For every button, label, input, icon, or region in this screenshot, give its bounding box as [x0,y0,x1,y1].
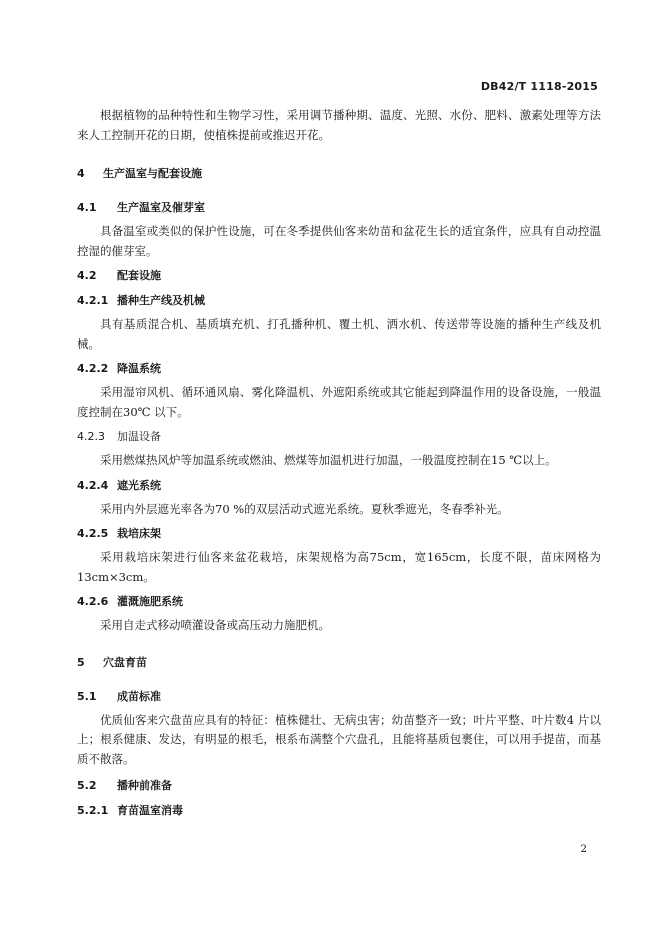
paragraph-4-1: 具备温室或类似的保护性设施，可在冬季提供仙客来幼苗和盆花生长的适宜条件，应具有自动控温控湿的催芽室。 [77,224,601,258]
section-number: 4 [77,167,85,180]
section-heading-5-2 [77,777,601,795]
section-title: 加温设备 [117,430,161,443]
section-number: 4.2.3 [77,430,105,443]
paragraph-intro: 根据植物的品种特性和生物学习性，采用调节播种期、温度、光照、水份、肥料、激素处理等方法来人工控制开花的日期，使植株提前或推迟开花。 [77,108,601,142]
section-heading-4-2-5 [77,525,601,543]
paragraph-4-2-1: 具有基质混合机、基质填充机、打孔播种机、覆土机、洒水机、传送带等设施的播种生产线及机械。 [77,317,601,351]
section-number: 4.2.2 [77,362,109,375]
section-heading-4-2-3 [77,428,601,446]
paragraph-4-2-5: 采用栽培床架进行仙客来盆花栽培，床架规格为高75cm，宽165cm，长度不限，苗床网格为13cm×3cm。 [77,550,601,584]
paragraph-4-2-3: 采用燃煤热风炉等加温系统或燃油、燃煤等加温机进行加温，一般温度控制在15 ℃以上。 [100,453,557,467]
section-title: 成苗标准 [117,689,161,703]
paragraph-5-1: 优质仙客来穴盘苗应具有的特征：植株健壮、无病虫害；幼苗整齐一致；叶片平整、叶片数4 片以上；根系健康、发达，有明显的根毛，根系布满整个穴盘孔，且能将基质包裹住，可以用手提苗，而基质不散落。 [77,712,601,766]
page-number: 2 [580,843,587,855]
section-heading-5-1 [77,688,601,706]
section-number: 5.2 [77,779,97,792]
section-heading-5-2-1 [77,802,601,820]
section-title: 生产温室及催芽室 [117,201,205,214]
section-heading-4-2 [77,267,601,285]
section-number: 4.2.6 [77,595,109,608]
paragraph-4-2-4: 采用内外层遮光率各为70 %的双层活动式遮光系统。夏秋季遮光，冬春季补光。 [100,501,509,516]
section-number: 4.2 [77,269,97,282]
section-heading-5 [77,654,601,672]
section-number: 4.2.4 [77,478,109,492]
section-number: 5.1 [77,689,97,703]
section-heading-4 [77,165,601,183]
section-title: 灌溉施肥系统 [117,595,183,608]
section-heading-4-1 [77,199,601,217]
section-title: 播种生产线及机械 [117,294,205,307]
section-heading-4-2-4 [77,477,601,495]
section-title: 栽培床架 [117,527,161,540]
section-title: 遮光系统 [117,478,161,492]
section-number: 4.2.1 [77,294,109,307]
paragraph-4-2-6: 采用自走式移动喷灌设备或高压动力施肥机。 [100,618,330,632]
document-code: DB42/T 1118-2015 [480,80,598,93]
section-title: 育苗温室消毒 [117,804,183,817]
paragraph-4-2-2: 采用湿帘风机、循环通风扇、雾化降温机、外遮阳系统或其它能起到降温作用的设备设施，一般温度控制在30℃ 以下。 [77,385,601,419]
section-number: 5.2.1 [77,804,109,817]
section-number: 4.2.5 [77,527,109,540]
section-title: 配套设施 [117,269,161,282]
section-number: 4.1 [77,201,97,214]
section-title: 播种前准备 [117,779,172,792]
section-heading-4-2-1 [77,292,601,310]
section-title: 生产温室与配套设施 [103,167,202,180]
section-title: 穴盘育苗 [103,655,147,669]
section-title: 降温系统 [117,362,161,375]
document-body [77,106,601,820]
section-heading-4-2-6 [77,593,601,611]
section-heading-4-2-2 [77,360,601,378]
section-number: 5 [77,655,85,669]
